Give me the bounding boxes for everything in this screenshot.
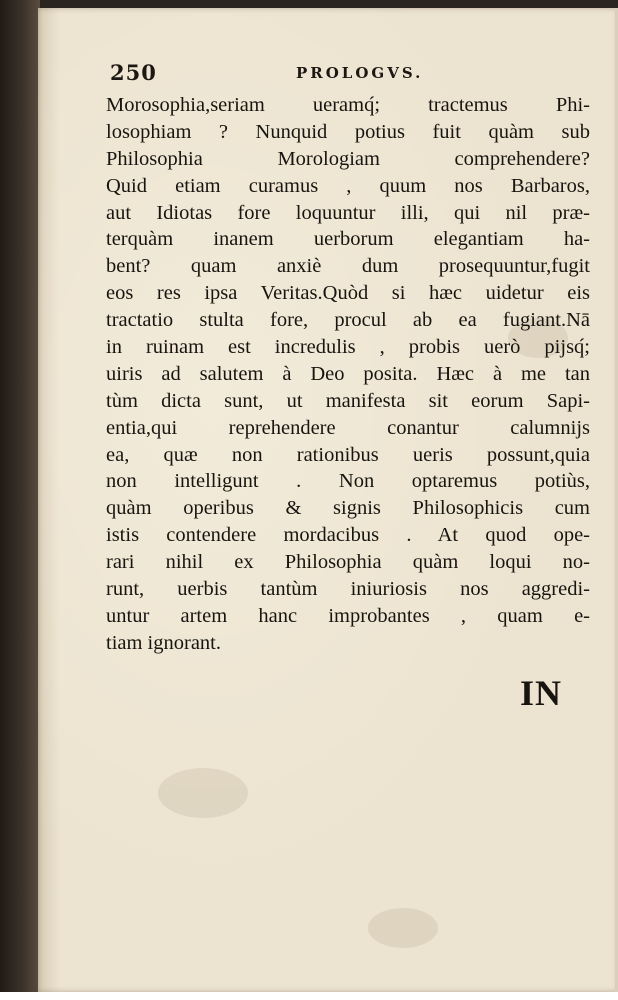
text-line: uiris ad salutem à Deo posita. Hæc à me tan: [106, 362, 590, 385]
text-line: in ruinam est incredulis , probis uerò pijsq́;: [106, 336, 590, 359]
text-line: tiam ignorant.: [106, 631, 222, 654]
text-line: eos res ipsa Veritas.Quòd si hæc uidetur eis: [106, 282, 590, 305]
text-line: losophiam ? Nunquid potius fuit quàm sub: [106, 120, 590, 143]
paper-stain: [158, 768, 248, 818]
text-line: tractatio stulta fore, procul ab ea fugiant.Nā: [106, 309, 590, 332]
paper-stain: [368, 908, 438, 948]
text-line: entia,qui reprehendere conantur calumnijs: [106, 416, 590, 439]
body-text: [106, 92, 590, 657]
text-line: terquàm inanem uerborum elegantiam ha-: [106, 228, 590, 251]
text-line: ea, quæ non rationibus ueris possunt,quia: [106, 443, 590, 466]
book-spine-shadow: [0, 0, 40, 1000]
text-line: aut Idiotas fore loquuntur illi, qui nil præ-: [106, 201, 590, 224]
text-line: tùm dicta sunt, ut manifesta sit eorum Sapi-: [106, 389, 590, 412]
scan-bottom-margin: [0, 992, 618, 1000]
text-line: untur artem hanc improbantes , quam e-: [106, 604, 590, 627]
text-line: runt, uerbis tantùm iniuriosis nos aggredi-: [106, 578, 590, 601]
text-line: quàm operibus & signis Philosophicis cum: [106, 497, 590, 520]
text-line: Morosophia,seriam ueramq́; tractemus Phi-: [106, 94, 590, 116]
text-line: non intelligunt . Non optaremus potiùs,: [106, 470, 590, 493]
catchword: IN: [520, 673, 563, 713]
text-line: rari nihil ex Philosophia quàm loqui no-: [106, 551, 590, 574]
text-line: bent? quam anxiè dum prosequuntur,fugit: [106, 255, 590, 278]
text-line: Philosophia Morologiam comprehendere?: [106, 147, 590, 170]
running-head: [110, 58, 530, 86]
page-number: 250: [110, 60, 157, 85]
running-head-title: PROLOGVS.: [296, 64, 424, 82]
text-line: Quid etiam curamus , quum nos Barbaros,: [106, 174, 590, 197]
text-line: istis contendere mordacibus . At quod ope-: [106, 524, 590, 547]
